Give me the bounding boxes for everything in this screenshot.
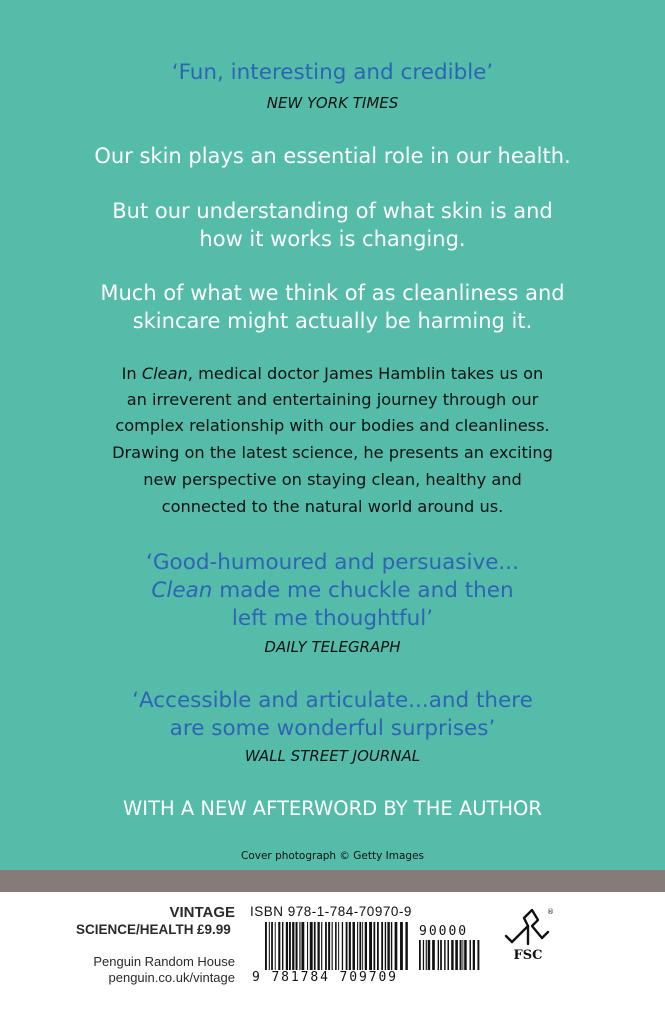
barcode-bar [346,922,348,970]
barcode-bar [275,922,276,970]
barcode-bar [271,922,273,970]
barcode-bar [391,922,392,970]
barcode-bar [423,940,424,970]
quote-daily-telegraph-line-3: left me thoughtful’ [231,606,434,631]
price-code-number: 90000 [419,924,469,939]
barcode-bar [460,940,462,970]
lead-paragraph-3-line-2: skincare might actually be harming it. [132,309,533,333]
barcode-bar [359,922,361,970]
blurb-line-6: connected to the natural world around us. [161,497,504,516]
barcode-bar [469,940,470,970]
barcode-bar [438,940,439,970]
barcode-bar [289,922,291,970]
barcode-bar [278,922,280,970]
blurb-line-1: In Clean, medical doctor James Hamblin takes us on [121,364,544,383]
barcode-bar [299,922,300,970]
afterword-note: WITH A NEW AFTERWORD BY THE AUTHOR [123,797,542,820]
quote-source-daily-telegraph: DAILY TELEGRAPH [264,638,401,656]
lead-paragraph-2-line-1: But our understanding of what skin is and [112,199,553,223]
barcode-bar [338,922,339,970]
lead-paragraph-2-line-2: how it works is changing. [199,227,466,251]
barcode-bar [314,922,316,970]
barcode-bar [405,922,407,970]
barcode-bar [365,922,367,970]
publisher-name: Penguin Random House [93,954,235,969]
barcode-bar [432,940,435,970]
barcode-bar [419,940,421,970]
cover-photo-credit: Cover photograph © Getty Images [240,850,425,862]
barcode-number: 9 781784 709709 [252,970,398,985]
barcode-bar [369,922,372,970]
divider-band [0,870,665,892]
price-label: £9.99 [197,922,231,937]
barcode-bar [353,922,355,970]
publisher-website: penguin.co.uk/vintage [108,970,235,985]
barcode-bar [310,922,313,970]
blurb-line-2: an irreverent and entertaining journey through our [126,390,539,409]
barcode-bar [357,922,358,970]
price-addon-barcode [419,940,481,970]
barcode-bar [296,922,298,970]
barcode-bar [317,922,319,970]
isbn-text: ISBN 978-1-784-70970-9 [250,904,412,919]
fsc-logo [502,904,554,962]
barcode-bar [377,922,379,970]
quote-daily-telegraph-line-2: Clean made me chuckle and then [151,578,514,603]
barcode-bar [464,940,467,970]
category-label: SCIENCE/HEALTH [76,922,194,937]
barcode-bar [455,940,458,970]
quote-wall-street-journal-line-2: are some wonderful surprises’ [169,716,496,741]
fsc-label: FSC [513,948,543,962]
barcode-bar [282,922,283,970]
lead-paragraph-1: Our skin plays an essential role in our health. [94,144,571,168]
barcode-bar [400,922,403,970]
blurb-line-3: complex relationship with our bodies and cleanliness. [115,416,550,435]
barcode-bar [265,922,267,970]
barcode-bar [362,922,363,970]
barcode-bar [428,940,431,970]
barcode-bar [335,922,337,970]
barcode-bar [349,922,351,970]
barcode-bar [451,940,453,970]
book-title-clean: Clean [141,364,188,383]
barcode-bar [477,940,479,970]
barcode-bar [381,922,383,970]
lead-paragraph-3-line-1: Much of what we think of as cleanliness and [100,281,565,305]
barcode-bar [301,922,304,970]
fsc-tree-icon [506,910,548,944]
quote-wall-street-journal-line-1: ‘Accessible and articulate...and there [132,688,533,713]
barcode-bar [426,940,427,970]
barcode-bar [286,922,288,970]
barcode-bar [444,940,445,970]
quote-source-wall-street-journal: WALL STREET JOURNAL [244,747,421,765]
ean-barcode [265,922,410,970]
blurb-line-4: Drawing on the latest science, he presents an exciting [112,443,553,462]
barcode-bar [292,922,294,970]
barcode-bar [342,922,343,970]
barcode-bar [332,922,333,970]
barcode-bar [473,940,475,970]
quote-source-new-york-times: NEW YORK TIMES [266,94,399,112]
barcode-bar [462,940,463,970]
barcode-bar [440,940,442,970]
barcode-bar [447,940,448,970]
barcode-bar [325,922,327,970]
barcode-bar [269,922,270,970]
blurb-line-5: new perspective on staying clean, healthy and [143,470,522,489]
barcode-bar [395,922,398,970]
barcode-bar [387,922,389,970]
barcode-bar [321,922,322,970]
registered-mark: ® [547,908,554,916]
imprint-name: VINTAGE [169,904,235,921]
quote-new-york-times: ‘Fun, interesting and credible’ [171,60,494,85]
barcode-bar [385,922,386,970]
publisher-info [93,954,235,986]
barcode-bar [307,922,308,970]
barcode-bar [373,922,375,970]
barcode-bar [328,922,330,970]
quote-daily-telegraph-line-1: ‘Good-humoured and persuasive... [146,550,519,575]
